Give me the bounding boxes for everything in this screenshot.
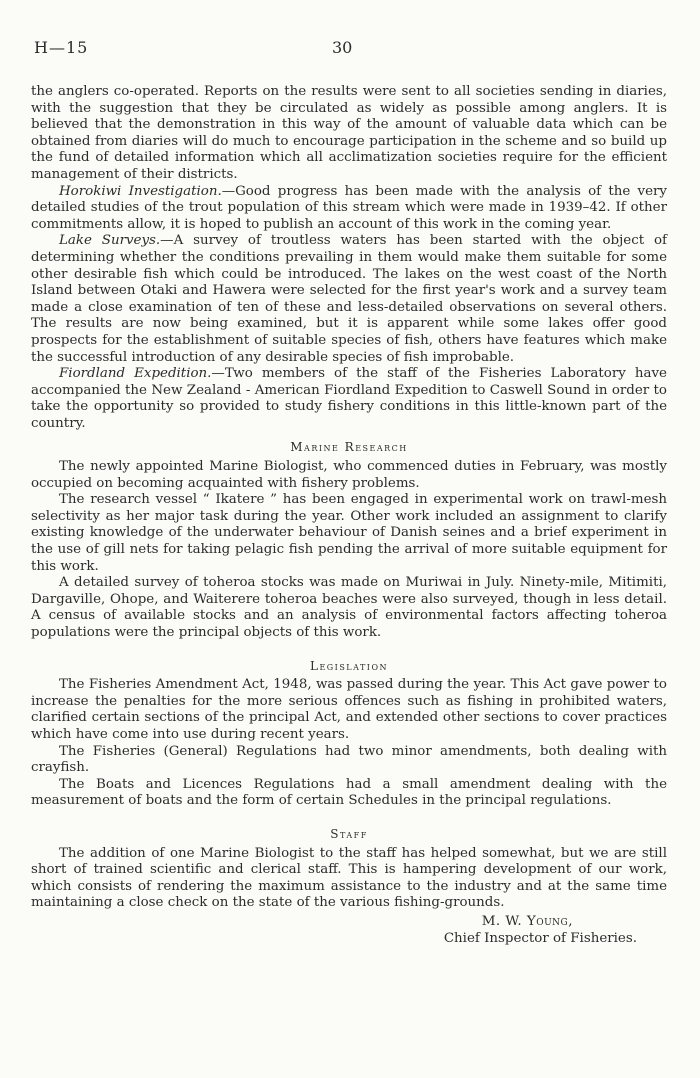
legislation-paragraph: The Fisheries Amendment Act, 1948, was passed during the year. This Act gave power to increase the penalties for the more serious offences such as fishing in prohibited waters, clarified certain sections of the principal Act, and extended other sections to cover practices which have come into use during recent years. — [31, 677, 667, 742]
lake-surveys-text: —A survey of troutless waters has been started with the object of determining whether the conditions prevailing in them would make them suitable for some other desirable fish which could be introduced. The lakes on the west coast of the North Island between Otaki and Hawera were selected for the first year's work and a survey team made a close examination of ten of these and less-detailed observations on several others. The results are now being examined, but it is apparent while some lakes offer good prospects for the establishment of suitable species of fish, others have features which make the successful introduction of any desirable species of fish improbable. — [31, 233, 667, 365]
horokiwi-text: —Good progress has been made with the analysis of the very detailed studies of the trout population of this stream which were made in 1939–42. If other commitments allow, it is hoped to publish an account of this work in the coming year. — [31, 183, 667, 232]
legislation-heading: Legislation — [309, 658, 389, 673]
lake-surveys-paragraph — [31, 233, 667, 366]
lake-surveys-lead: Lake Surveys. — [59, 233, 161, 249]
signatory-title: Chief Inspector of Fisheries. — [443, 930, 637, 946]
fiordland-paragraph — [31, 366, 667, 432]
marine-paragraph: The research vessel “ Ikatere ” has been engaged in experimental work on trawl-mesh selectivity as her major task during the year. Other work included an assignment to clarify existing knowledge of the underwater behaviour of Danish seines and a brief experiment in the use of gill nets for taking pelagic fish pending the arrival of more suitable equipment for this work. — [31, 492, 667, 574]
report-code: H—15 — [34, 38, 89, 57]
report-body — [31, 84, 667, 947]
marine-research-heading: Marine Research — [290, 440, 408, 455]
intro-paragraph: the anglers co-operated. Reports on the results were sent to all societies sending in diaries, with the suggestion that they be circulated as widely as possible among anglers. It is believed that the demonstration in this way of the amount of valuable data which can be obtained from diaries will do much to encourage participation in the scheme and so build up the fund of detailed information which all acclimatization societies require for the efficient management of their districts. — [31, 84, 667, 182]
horokiwi-paragraph — [31, 184, 667, 234]
horokiwi-lead: Horokiwi Investigation. — [59, 183, 222, 199]
staff-paragraph: The addition of one Marine Biologist to the staff has helped somewhat, but we are still short of trained scientific and clerical staff. This is hampering development of our work, which consists of rendering the maximum assistance to the industry and at the same time maintaining a close check on the state of the various fishing-grounds. — [31, 845, 667, 911]
fiordland-text: —Two members of the staff of the Fisheries Laboratory have accompanied the New Zealand - American Fiordland Expedition to Caswell Sound in order to take the opportunity so provided to study fishery conditions in this little-known part of the country. — [31, 366, 667, 431]
signature-block — [31, 914, 667, 947]
legislation-paragraph: The Boats and Licences Regulations had a small amendment dealing with the measurement of boats and the form of certain Schedules in the principal regulations. — [31, 776, 667, 809]
staff-heading: Staff — [330, 826, 368, 841]
page-number: 30 — [332, 38, 353, 57]
legislation-paragraph: The Fisheries (General) Regulations had two minor amendments, both dealing with crayfish. — [31, 743, 667, 776]
signatory-name: M. W. Young, — [481, 913, 573, 929]
marine-paragraph: A detailed survey of toheroa stocks was made on Muriwai in July. Ninety-mile, Mitimiti, Dargaville, Ohope, and Waiterere toheroa beaches were also surveyed, though in less detail. A census of available stocks and an analysis of environmental factors affecting toheroa populations were the principal objects of this work. — [31, 575, 667, 640]
fiordland-lead: Fiordland Expedition. — [59, 366, 212, 382]
marine-paragraph: The newly appointed Marine Biologist, who commenced duties in February, was mostly occupied on becoming acquainted with fishery problems. — [31, 459, 667, 491]
